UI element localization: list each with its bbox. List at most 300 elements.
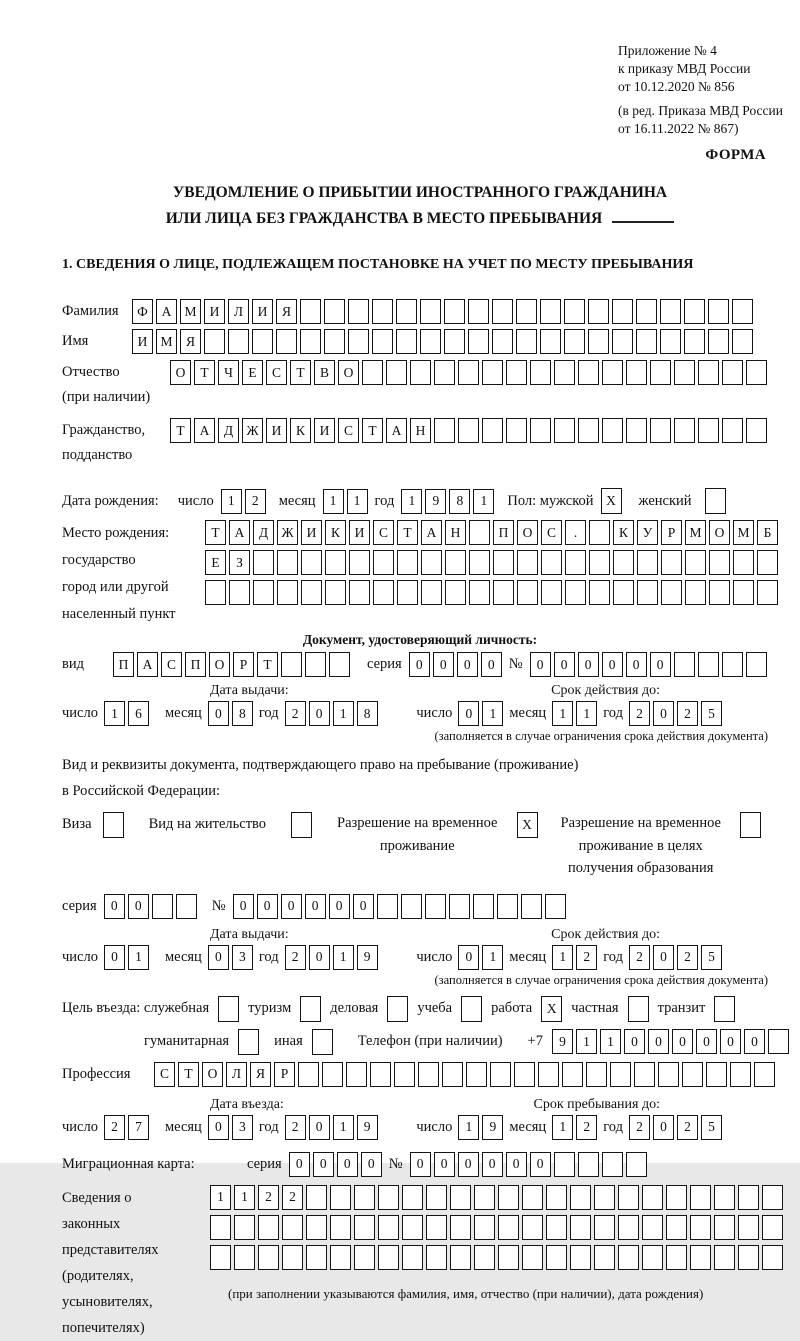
form-cell[interactable]	[301, 580, 322, 605]
form-cell[interactable]	[661, 580, 682, 605]
form-cell[interactable]	[514, 1062, 535, 1087]
form-cell[interactable]	[469, 580, 490, 605]
form-cell[interactable]	[666, 1215, 687, 1240]
form-cell[interactable]	[714, 1215, 735, 1240]
form-cell[interactable]	[325, 550, 346, 575]
form-cell[interactable]	[306, 1245, 327, 1270]
form-cell[interactable]	[628, 996, 649, 1022]
form-cell[interactable]: 1	[552, 945, 573, 970]
form-cell[interactable]	[757, 550, 778, 575]
form-cell[interactable]	[281, 652, 302, 677]
form-cell[interactable]	[330, 1215, 351, 1240]
form-cell[interactable]: И	[252, 299, 273, 324]
form-cell[interactable]	[449, 894, 470, 919]
form-cell[interactable]: 3	[232, 1115, 253, 1140]
form-cell[interactable]: Р	[233, 652, 254, 677]
form-cell[interactable]: 0	[281, 894, 302, 919]
form-cell[interactable]: Т	[205, 520, 226, 545]
form-cell[interactable]: 1	[333, 1115, 354, 1140]
form-cell[interactable]	[578, 360, 599, 385]
form-cell[interactable]: 2	[629, 701, 650, 726]
form-cell[interactable]: 1	[458, 1115, 479, 1140]
form-cell[interactable]	[349, 580, 370, 605]
form-cell[interactable]: 0	[458, 945, 479, 970]
form-cell[interactable]: 2	[677, 945, 698, 970]
form-cell[interactable]	[394, 1062, 415, 1087]
form-cell[interactable]: О	[517, 520, 538, 545]
form-cell[interactable]	[387, 996, 408, 1022]
form-cell[interactable]: Б	[757, 520, 778, 545]
form-cell[interactable]	[690, 1185, 711, 1210]
form-cell[interactable]	[602, 360, 623, 385]
form-cell[interactable]	[674, 652, 695, 677]
form-cell[interactable]: С	[154, 1062, 175, 1087]
form-cell[interactable]	[626, 418, 647, 443]
form-cell[interactable]: 1	[482, 701, 503, 726]
form-cell[interactable]	[377, 894, 398, 919]
form-cell[interactable]: 2	[258, 1185, 279, 1210]
form-cell[interactable]: 0	[650, 652, 671, 677]
form-cell[interactable]: 1	[482, 945, 503, 970]
form-cell[interactable]: 2	[576, 1115, 597, 1140]
form-cell[interactable]	[474, 1245, 495, 1270]
form-cell[interactable]	[637, 580, 658, 605]
form-cell[interactable]	[594, 1215, 615, 1240]
form-cell[interactable]: 1	[234, 1185, 255, 1210]
form-cell[interactable]	[234, 1215, 255, 1240]
form-cell[interactable]: 0	[433, 652, 454, 677]
form-cell[interactable]: М	[685, 520, 706, 545]
form-cell[interactable]	[698, 652, 719, 677]
form-cell[interactable]: Т	[178, 1062, 199, 1087]
form-cell[interactable]	[373, 550, 394, 575]
form-cell[interactable]: 9	[357, 945, 378, 970]
form-cell[interactable]	[722, 418, 743, 443]
form-cell[interactable]	[612, 329, 633, 354]
form-cell[interactable]: 1	[552, 1115, 573, 1140]
form-cell[interactable]: 1	[128, 945, 149, 970]
form-cell[interactable]	[564, 299, 585, 324]
form-cell[interactable]: 0	[530, 652, 551, 677]
form-cell[interactable]: Д	[253, 520, 274, 545]
form-cell[interactable]: У	[637, 520, 658, 545]
form-cell[interactable]	[402, 1215, 423, 1240]
form-cell[interactable]	[517, 580, 538, 605]
form-cell[interactable]	[578, 418, 599, 443]
form-cell[interactable]	[258, 1215, 279, 1240]
form-cell[interactable]: И	[349, 520, 370, 545]
form-cell[interactable]: 5	[701, 1115, 722, 1140]
form-cell[interactable]	[298, 1062, 319, 1087]
form-cell[interactable]: М	[180, 299, 201, 324]
form-cell[interactable]	[282, 1215, 303, 1240]
form-cell[interactable]	[378, 1245, 399, 1270]
form-cell[interactable]	[714, 996, 735, 1022]
form-cell[interactable]	[218, 996, 239, 1022]
form-cell[interactable]	[322, 1062, 343, 1087]
form-cell[interactable]	[732, 329, 753, 354]
form-cell[interactable]	[348, 299, 369, 324]
form-cell[interactable]: Л	[228, 299, 249, 324]
form-cell[interactable]	[586, 1062, 607, 1087]
form-cell[interactable]: 2	[104, 1115, 125, 1140]
form-cell[interactable]	[176, 894, 197, 919]
form-cell[interactable]	[253, 580, 274, 605]
form-cell[interactable]	[330, 1185, 351, 1210]
form-cell[interactable]	[205, 580, 226, 605]
form-cell[interactable]: Д	[218, 418, 239, 443]
form-cell[interactable]: 0	[309, 1115, 330, 1140]
form-cell[interactable]	[768, 1029, 789, 1054]
form-cell[interactable]: О	[338, 360, 359, 385]
form-cell[interactable]	[588, 299, 609, 324]
form-cell[interactable]	[421, 580, 442, 605]
form-cell[interactable]	[637, 550, 658, 575]
form-cell[interactable]: 0	[410, 1152, 431, 1177]
form-cell[interactable]	[445, 550, 466, 575]
form-cell[interactable]: О	[709, 520, 730, 545]
form-cell[interactable]	[564, 329, 585, 354]
form-cell[interactable]: 2	[629, 945, 650, 970]
form-cell[interactable]	[252, 329, 273, 354]
form-cell[interactable]: Т	[194, 360, 215, 385]
form-cell[interactable]: .	[565, 520, 586, 545]
form-cell[interactable]: 0	[624, 1029, 645, 1054]
form-cell[interactable]	[738, 1215, 759, 1240]
form-cell[interactable]	[228, 329, 249, 354]
form-cell[interactable]	[466, 1062, 487, 1087]
form-cell[interactable]: П	[185, 652, 206, 677]
form-cell[interactable]	[706, 1062, 727, 1087]
form-cell[interactable]: И	[132, 329, 153, 354]
form-cell[interactable]: 0	[208, 945, 229, 970]
form-cell[interactable]: 5	[701, 945, 722, 970]
form-cell[interactable]	[474, 1185, 495, 1210]
form-cell[interactable]	[434, 418, 455, 443]
form-cell[interactable]	[612, 299, 633, 324]
form-cell[interactable]: Я	[276, 299, 297, 324]
form-cell[interactable]	[570, 1215, 591, 1240]
form-cell[interactable]: В	[314, 360, 335, 385]
form-cell[interactable]	[642, 1215, 663, 1240]
form-cell[interactable]	[426, 1185, 447, 1210]
form-cell[interactable]	[426, 1215, 447, 1240]
form-cell[interactable]	[660, 299, 681, 324]
form-cell[interactable]	[588, 329, 609, 354]
form-cell[interactable]	[492, 329, 513, 354]
form-cell[interactable]: 0	[602, 652, 623, 677]
form-cell[interactable]	[565, 550, 586, 575]
form-cell[interactable]	[594, 1245, 615, 1270]
form-cell[interactable]	[490, 1062, 511, 1087]
form-cell[interactable]: 1	[333, 701, 354, 726]
form-cell[interactable]	[589, 580, 610, 605]
form-cell[interactable]: 1	[333, 945, 354, 970]
form-cell[interactable]	[682, 1062, 703, 1087]
form-cell[interactable]	[666, 1185, 687, 1210]
form-cell[interactable]	[708, 329, 729, 354]
form-cell[interactable]	[589, 550, 610, 575]
form-cell[interactable]	[636, 329, 657, 354]
form-cell[interactable]: 9	[552, 1029, 573, 1054]
form-cell[interactable]: 2	[576, 945, 597, 970]
form-cell[interactable]	[469, 550, 490, 575]
form-cell[interactable]	[458, 418, 479, 443]
form-cell[interactable]	[522, 1245, 543, 1270]
form-cell[interactable]	[420, 299, 441, 324]
form-cell[interactable]	[546, 1245, 567, 1270]
form-cell[interactable]: 1	[600, 1029, 621, 1054]
form-cell[interactable]: 8	[232, 701, 253, 726]
form-cell[interactable]: Ф	[132, 299, 153, 324]
form-cell[interactable]	[325, 580, 346, 605]
form-cell[interactable]: А	[386, 418, 407, 443]
form-cell[interactable]	[330, 1245, 351, 1270]
form-cell[interactable]	[229, 580, 250, 605]
form-cell[interactable]	[210, 1245, 231, 1270]
form-cell[interactable]	[421, 550, 442, 575]
form-cell[interactable]	[362, 360, 383, 385]
form-cell[interactable]	[698, 418, 719, 443]
form-cell[interactable]	[324, 329, 345, 354]
form-cell[interactable]	[506, 360, 527, 385]
form-cell[interactable]: А	[194, 418, 215, 443]
form-cell[interactable]	[757, 580, 778, 605]
form-cell[interactable]: 0	[648, 1029, 669, 1054]
form-cell[interactable]	[762, 1215, 783, 1240]
form-cell[interactable]	[234, 1245, 255, 1270]
form-cell[interactable]: 2	[285, 945, 306, 970]
form-cell[interactable]: 0	[457, 652, 478, 677]
form-cell[interactable]	[602, 418, 623, 443]
form-cell[interactable]: С	[373, 520, 394, 545]
form-cell[interactable]	[402, 1185, 423, 1210]
form-cell[interactable]: М	[733, 520, 754, 545]
form-cell[interactable]	[324, 299, 345, 324]
form-cell[interactable]: О	[202, 1062, 223, 1087]
form-cell[interactable]	[530, 360, 551, 385]
form-cell[interactable]: 0	[257, 894, 278, 919]
form-cell[interactable]	[349, 550, 370, 575]
form-cell[interactable]	[450, 1245, 471, 1270]
form-cell[interactable]	[354, 1245, 375, 1270]
form-cell[interactable]	[740, 812, 761, 838]
form-cell[interactable]	[530, 418, 551, 443]
form-cell[interactable]	[658, 1062, 679, 1087]
form-cell[interactable]: К	[290, 418, 311, 443]
form-cell[interactable]: 0	[554, 652, 575, 677]
form-cell[interactable]: Ж	[277, 520, 298, 545]
form-cell[interactable]: Н	[445, 520, 466, 545]
form-cell[interactable]: 2	[285, 1115, 306, 1140]
form-cell[interactable]	[674, 418, 695, 443]
form-cell[interactable]	[705, 488, 726, 514]
form-cell[interactable]	[493, 550, 514, 575]
form-cell[interactable]	[516, 329, 537, 354]
form-cell[interactable]: И	[314, 418, 335, 443]
form-cell[interactable]	[684, 329, 705, 354]
form-cell[interactable]	[541, 550, 562, 575]
form-cell[interactable]	[722, 360, 743, 385]
form-cell[interactable]	[442, 1062, 463, 1087]
form-cell[interactable]: 0	[481, 652, 502, 677]
form-cell[interactable]: 0	[409, 652, 430, 677]
form-cell[interactable]	[434, 360, 455, 385]
form-cell[interactable]	[277, 580, 298, 605]
form-cell[interactable]	[618, 1185, 639, 1210]
form-cell[interactable]	[498, 1245, 519, 1270]
form-cell[interactable]	[738, 1185, 759, 1210]
form-cell[interactable]: Н	[410, 418, 431, 443]
form-cell[interactable]: 2	[245, 489, 266, 514]
form-cell[interactable]	[468, 299, 489, 324]
form-cell[interactable]	[445, 580, 466, 605]
form-cell[interactable]	[418, 1062, 439, 1087]
form-cell[interactable]	[570, 1245, 591, 1270]
form-cell[interactable]: 0	[653, 701, 674, 726]
form-cell[interactable]: С	[161, 652, 182, 677]
form-cell[interactable]: 0	[506, 1152, 527, 1177]
form-cell[interactable]: А	[421, 520, 442, 545]
form-cell[interactable]: Я	[250, 1062, 271, 1087]
form-cell[interactable]: 0	[458, 1152, 479, 1177]
form-cell[interactable]	[642, 1185, 663, 1210]
form-cell[interactable]	[690, 1215, 711, 1240]
form-cell[interactable]	[204, 329, 225, 354]
form-cell[interactable]	[312, 1029, 333, 1055]
form-cell[interactable]: 2	[677, 1115, 698, 1140]
form-cell[interactable]	[722, 652, 743, 677]
form-cell[interactable]	[733, 550, 754, 575]
form-cell[interactable]: 8	[449, 489, 470, 514]
form-cell[interactable]	[291, 812, 312, 838]
form-cell[interactable]	[610, 1062, 631, 1087]
form-cell[interactable]: Т	[290, 360, 311, 385]
form-cell[interactable]: 2	[677, 701, 698, 726]
form-cell[interactable]	[474, 1215, 495, 1240]
form-cell[interactable]	[589, 520, 610, 545]
form-cell[interactable]	[650, 360, 671, 385]
form-cell[interactable]	[253, 550, 274, 575]
form-cell[interactable]: Ч	[218, 360, 239, 385]
form-cell[interactable]	[762, 1185, 783, 1210]
form-cell[interactable]	[482, 418, 503, 443]
form-cell[interactable]: 0	[653, 945, 674, 970]
form-cell[interactable]: 0	[128, 894, 149, 919]
form-cell[interactable]	[370, 1062, 391, 1087]
form-cell[interactable]: 1	[576, 1029, 597, 1054]
form-cell[interactable]	[473, 894, 494, 919]
form-cell[interactable]	[346, 1062, 367, 1087]
form-cell[interactable]: К	[325, 520, 346, 545]
form-cell[interactable]	[636, 299, 657, 324]
form-cell[interactable]	[666, 1245, 687, 1270]
form-cell[interactable]: К	[613, 520, 634, 545]
form-cell[interactable]	[396, 329, 417, 354]
form-cell[interactable]	[650, 418, 671, 443]
form-cell[interactable]	[468, 329, 489, 354]
form-cell[interactable]: X	[541, 996, 562, 1022]
form-cell[interactable]	[354, 1215, 375, 1240]
form-cell[interactable]	[372, 329, 393, 354]
form-cell[interactable]: 1	[576, 701, 597, 726]
form-cell[interactable]: Р	[274, 1062, 295, 1087]
form-cell[interactable]: Т	[397, 520, 418, 545]
form-cell[interactable]	[305, 652, 326, 677]
form-cell[interactable]: 0	[289, 1152, 310, 1177]
form-cell[interactable]	[469, 520, 490, 545]
form-cell[interactable]	[492, 299, 513, 324]
form-cell[interactable]	[397, 550, 418, 575]
form-cell[interactable]	[546, 1215, 567, 1240]
form-cell[interactable]: С	[338, 418, 359, 443]
form-cell[interactable]: Т	[362, 418, 383, 443]
form-cell[interactable]: 1	[221, 489, 242, 514]
form-cell[interactable]	[594, 1185, 615, 1210]
form-cell[interactable]	[545, 894, 566, 919]
form-cell[interactable]	[516, 299, 537, 324]
form-cell[interactable]	[709, 580, 730, 605]
form-cell[interactable]	[348, 329, 369, 354]
form-cell[interactable]	[685, 550, 706, 575]
form-cell[interactable]	[541, 580, 562, 605]
form-cell[interactable]	[746, 652, 767, 677]
form-cell[interactable]	[425, 894, 446, 919]
form-cell[interactable]	[554, 418, 575, 443]
form-cell[interactable]	[746, 360, 767, 385]
form-cell[interactable]	[698, 360, 719, 385]
form-cell[interactable]: Л	[226, 1062, 247, 1087]
form-cell[interactable]	[562, 1062, 583, 1087]
form-cell[interactable]: 2	[282, 1185, 303, 1210]
form-cell[interactable]: П	[493, 520, 514, 545]
form-cell[interactable]: А	[229, 520, 250, 545]
form-cell[interactable]	[420, 329, 441, 354]
form-cell[interactable]	[461, 996, 482, 1022]
form-cell[interactable]	[522, 1215, 543, 1240]
form-cell[interactable]: 0	[578, 652, 599, 677]
form-cell[interactable]	[450, 1215, 471, 1240]
form-cell[interactable]: 1	[323, 489, 344, 514]
form-cell[interactable]: 0	[744, 1029, 765, 1054]
form-cell[interactable]: П	[113, 652, 134, 677]
form-cell[interactable]: С	[541, 520, 562, 545]
form-cell[interactable]	[540, 299, 561, 324]
form-cell[interactable]: 0	[309, 945, 330, 970]
form-cell[interactable]	[554, 1152, 575, 1177]
form-cell[interactable]	[538, 1062, 559, 1087]
form-cell[interactable]	[300, 996, 321, 1022]
form-cell[interactable]	[642, 1245, 663, 1270]
form-cell[interactable]: 0	[720, 1029, 741, 1054]
form-cell[interactable]	[402, 1245, 423, 1270]
form-cell[interactable]	[493, 580, 514, 605]
form-cell[interactable]: 0	[696, 1029, 717, 1054]
form-cell[interactable]	[733, 580, 754, 605]
form-cell[interactable]: 0	[653, 1115, 674, 1140]
form-cell[interactable]: О	[209, 652, 230, 677]
form-cell[interactable]	[378, 1215, 399, 1240]
form-cell[interactable]	[732, 299, 753, 324]
form-cell[interactable]: И	[301, 520, 322, 545]
form-cell[interactable]: 0	[329, 894, 350, 919]
form-cell[interactable]	[674, 360, 695, 385]
form-cell[interactable]	[754, 1062, 775, 1087]
form-cell[interactable]	[276, 329, 297, 354]
form-cell[interactable]	[762, 1245, 783, 1270]
form-cell[interactable]	[709, 550, 730, 575]
form-cell[interactable]: 0	[530, 1152, 551, 1177]
